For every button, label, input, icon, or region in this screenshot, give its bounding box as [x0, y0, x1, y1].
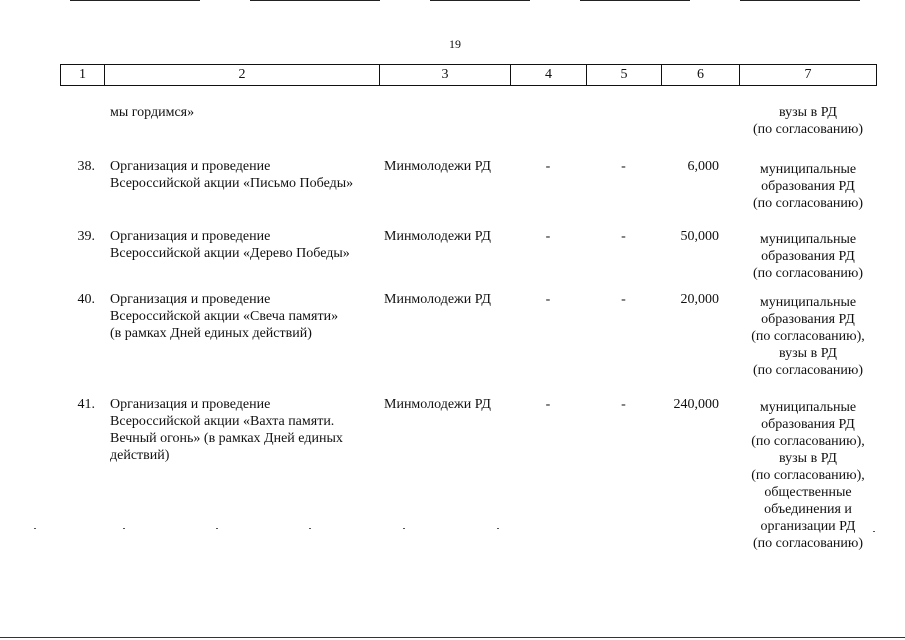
column-header: 6	[662, 65, 740, 85]
funding-amount: 240,000	[673, 397, 719, 412]
top-edge-line	[580, 0, 690, 1]
column-5-value: -	[621, 397, 626, 412]
funding-amount: 50,000	[680, 229, 719, 244]
column-5-value: -	[621, 159, 626, 174]
funding-amount: 20,000	[680, 292, 719, 307]
organizer: Минмолодежи РД	[384, 397, 491, 412]
column-4-value: -	[545, 159, 551, 174]
row-number: 39.	[77, 229, 95, 244]
top-edge-line	[740, 0, 860, 1]
scan-speck	[216, 528, 218, 529]
row-number: 38.	[77, 159, 95, 174]
column-header: 3	[380, 65, 511, 85]
scan-speck	[403, 528, 405, 529]
organizer: Минмолодежи РД	[384, 292, 491, 307]
column-5-value: -	[621, 229, 626, 244]
event-title: Организация и проведение Всероссийской акции «Вахта памяти. Вечный огонь» (в рамках Дней единых действий)	[110, 397, 343, 463]
funding-amount: 6,000	[687, 159, 719, 174]
top-edge-line	[250, 0, 380, 1]
scan-speck	[309, 528, 311, 529]
responsible-parties: муниципальные образования РД (по согласованию), вузы в РД (по согласованию), общественные объединения и организации РД (по согласованию)	[751, 400, 865, 551]
responsible-parties: вузы в РД (по согласованию)	[752, 105, 864, 137]
column-4-value: -	[545, 229, 551, 244]
row-number: 41.	[77, 397, 95, 412]
scan-speck	[34, 528, 36, 529]
responsible-parties: муниципальные образования РД (по согласованию)	[752, 232, 864, 281]
scan-speck	[873, 531, 875, 532]
event-title: Организация и проведение Всероссийской акции «Письмо Победы»	[110, 159, 354, 191]
row-number: 40.	[77, 292, 95, 307]
organizer: Минмолодежи РД	[384, 229, 491, 244]
column-4-value: -	[545, 292, 551, 307]
responsible-parties: муниципальные образования РД (по согласованию), вузы в РД (по согласованию)	[751, 295, 865, 378]
responsible-parties: муниципальные образования РД (по согласованию)	[752, 162, 864, 211]
scan-speck	[497, 528, 499, 529]
column-header: 1	[61, 65, 105, 85]
column-header-row	[60, 64, 877, 86]
event-title: Организация и проведение Всероссийской акции «Свеча памяти» (в рамках Дней единых действий)	[110, 292, 339, 341]
event-title: Организация и проведение Всероссийской акции «Дерево Победы»	[110, 229, 350, 261]
column-header: 7	[804, 67, 812, 82]
column-header: 2	[105, 65, 380, 85]
bottom-edge-line	[0, 637, 905, 638]
page-number: 19	[449, 37, 461, 51]
event-title: мы гордимся»	[110, 105, 195, 120]
column-5-value: -	[621, 292, 626, 307]
column-header: 5	[587, 65, 662, 85]
top-edge-line	[70, 0, 200, 1]
column-4-value: -	[545, 397, 551, 412]
column-header: 4	[511, 65, 587, 85]
top-edge-line	[430, 0, 530, 1]
scan-speck	[123, 528, 125, 529]
organizer: Минмолодежи РД	[384, 159, 491, 174]
